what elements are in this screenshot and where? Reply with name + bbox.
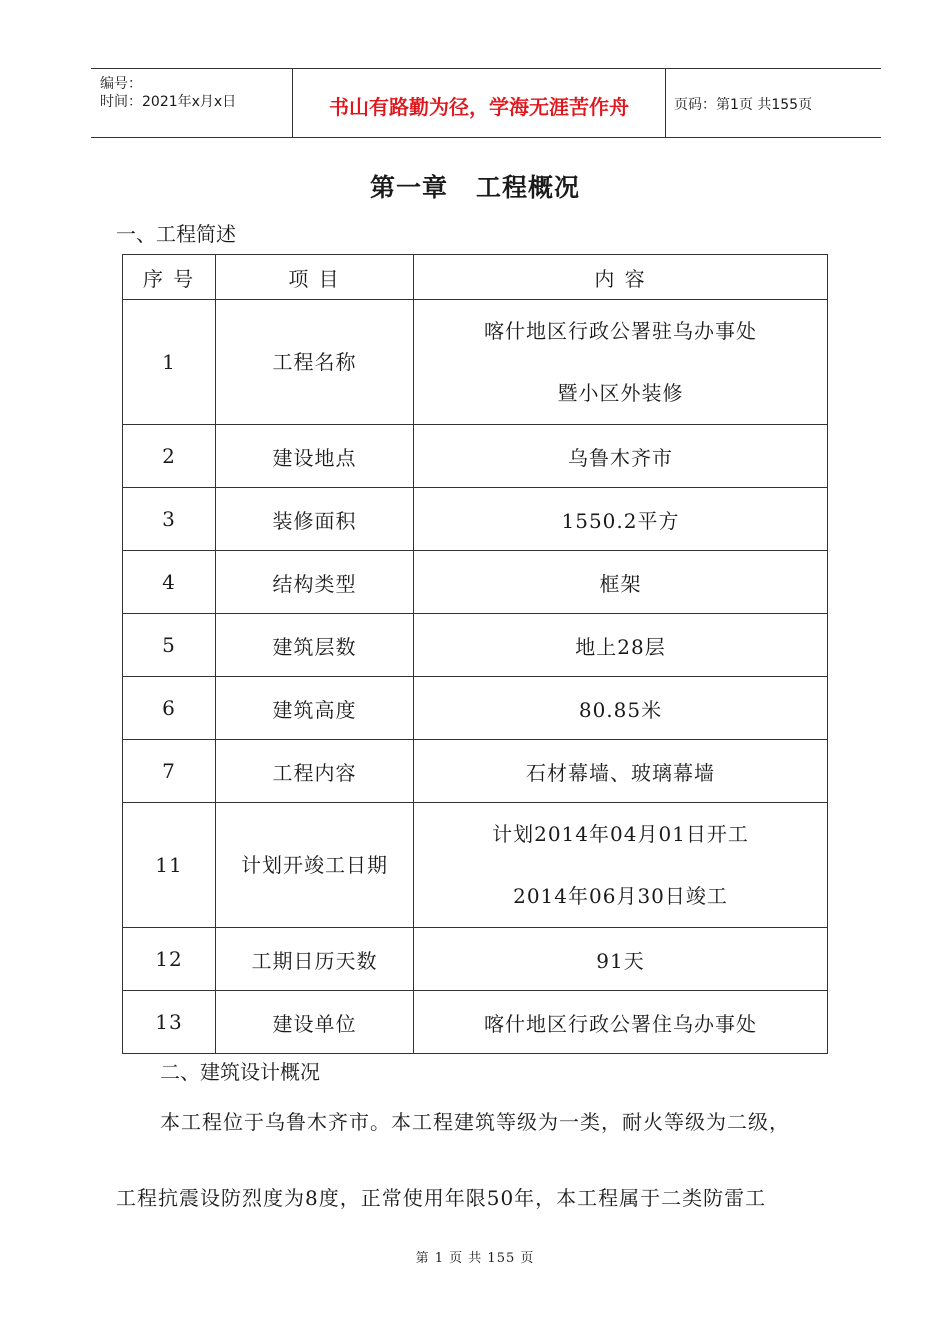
- row-number-cell: 4: [123, 551, 216, 614]
- row-item-cell: 建筑层数: [216, 614, 414, 677]
- row-number-cell: 3: [123, 488, 216, 551]
- paragraph-line: 工程抗震设防烈度为8度，正常使用年限50年，本工程属于二类防雷工: [116, 1186, 767, 1210]
- row-item-cell: 结构类型: [216, 551, 414, 614]
- chapter-title: [0, 168, 950, 204]
- header-motto: 书山有路勤为径，学海无涯苦作舟: [329, 95, 629, 119]
- row-number-cell: 13: [123, 991, 216, 1054]
- row-content-line: 暨小区外装修: [557, 381, 684, 405]
- row-content-line: 计划2014年04月01日开工: [492, 822, 749, 846]
- row-content-line: 石材幕墙、玻璃幕墙: [526, 760, 715, 785]
- row-content-line: 91天: [596, 948, 645, 973]
- table-row: [123, 425, 828, 488]
- row-content-line: 框架: [599, 571, 642, 596]
- row-item-cell: 建设地点: [216, 425, 414, 488]
- row-number-cell: 6: [123, 677, 216, 740]
- row-content-line: 2014年06月30日竣工: [513, 884, 728, 908]
- row-content-cell: [414, 991, 828, 1054]
- row-content-line: 喀什地区行政公署驻乌办事处: [484, 319, 757, 343]
- row-number-cell: 12: [123, 928, 216, 991]
- row-item-cell: 工期日历天数: [216, 928, 414, 991]
- table-row: [123, 991, 828, 1054]
- row-content-line: 地上28层: [575, 634, 666, 659]
- chapter-number: 第一章: [369, 173, 448, 202]
- row-content-cell: [414, 551, 828, 614]
- header-page-number: 页码：第1页 共155页: [674, 97, 813, 113]
- project-info-table: [122, 254, 828, 1054]
- table-row: [123, 614, 828, 677]
- row-item-cell: 工程名称: [216, 300, 414, 425]
- table-row: [123, 740, 828, 803]
- document-header: [91, 68, 881, 138]
- table-row: [123, 488, 828, 551]
- row-content-cell: [414, 425, 828, 488]
- row-content-cell: [414, 928, 828, 991]
- header-meta-cell: [91, 69, 292, 137]
- row-item-cell: 建设单位: [216, 991, 414, 1054]
- column-header-content: 内 容: [414, 255, 828, 300]
- row-content-cell: [414, 677, 828, 740]
- row-content-cell: [414, 614, 828, 677]
- column-header-no: 序 号: [123, 255, 216, 300]
- row-number-cell: 2: [123, 425, 216, 488]
- row-item-cell: 建筑高度: [216, 677, 414, 740]
- row-item-cell: 计划开竣工日期: [216, 803, 414, 928]
- table-row: [123, 677, 828, 740]
- row-content-cell: [414, 803, 828, 928]
- row-content-line: 乌鲁木齐市: [568, 445, 673, 470]
- header-page-cell: [665, 69, 881, 137]
- row-number-cell: 11: [123, 803, 216, 928]
- row-number-cell: 1: [123, 300, 216, 425]
- row-number-cell: 7: [123, 740, 216, 803]
- table-row: [123, 551, 828, 614]
- paragraph-line: 本工程位于乌鲁木齐市。本工程建筑等级为一类，耐火等级为二级，: [160, 1110, 790, 1134]
- section-title-design: 二、建筑设计概况: [160, 1060, 320, 1084]
- document-number-label: 编号：: [100, 76, 142, 92]
- document-time-label: 时间：2021年x月x日: [100, 94, 237, 110]
- row-item-cell: 装修面积: [216, 488, 414, 551]
- section-title-overview: 一、工程简述: [116, 222, 236, 246]
- table-header-row: [123, 255, 828, 300]
- row-content-cell: [414, 740, 828, 803]
- row-item-cell: 工程内容: [216, 740, 414, 803]
- page-footer: 第 1 页 共 155 页: [415, 1251, 535, 1266]
- row-content-line: 80.85米: [578, 697, 663, 722]
- header-motto-cell: [292, 69, 666, 137]
- row-content-cell: [414, 488, 828, 551]
- table-row: [123, 300, 828, 425]
- table-row: [123, 803, 828, 928]
- row-content-line: 喀什地区行政公署住乌办事处: [484, 1011, 757, 1036]
- row-content-line: 1550.2平方: [561, 508, 680, 533]
- column-header-item: 项 目: [216, 255, 414, 300]
- row-number-cell: 5: [123, 614, 216, 677]
- chapter-name: 工程概况: [476, 173, 581, 202]
- row-content-cell: [414, 300, 828, 425]
- table-row: [123, 928, 828, 991]
